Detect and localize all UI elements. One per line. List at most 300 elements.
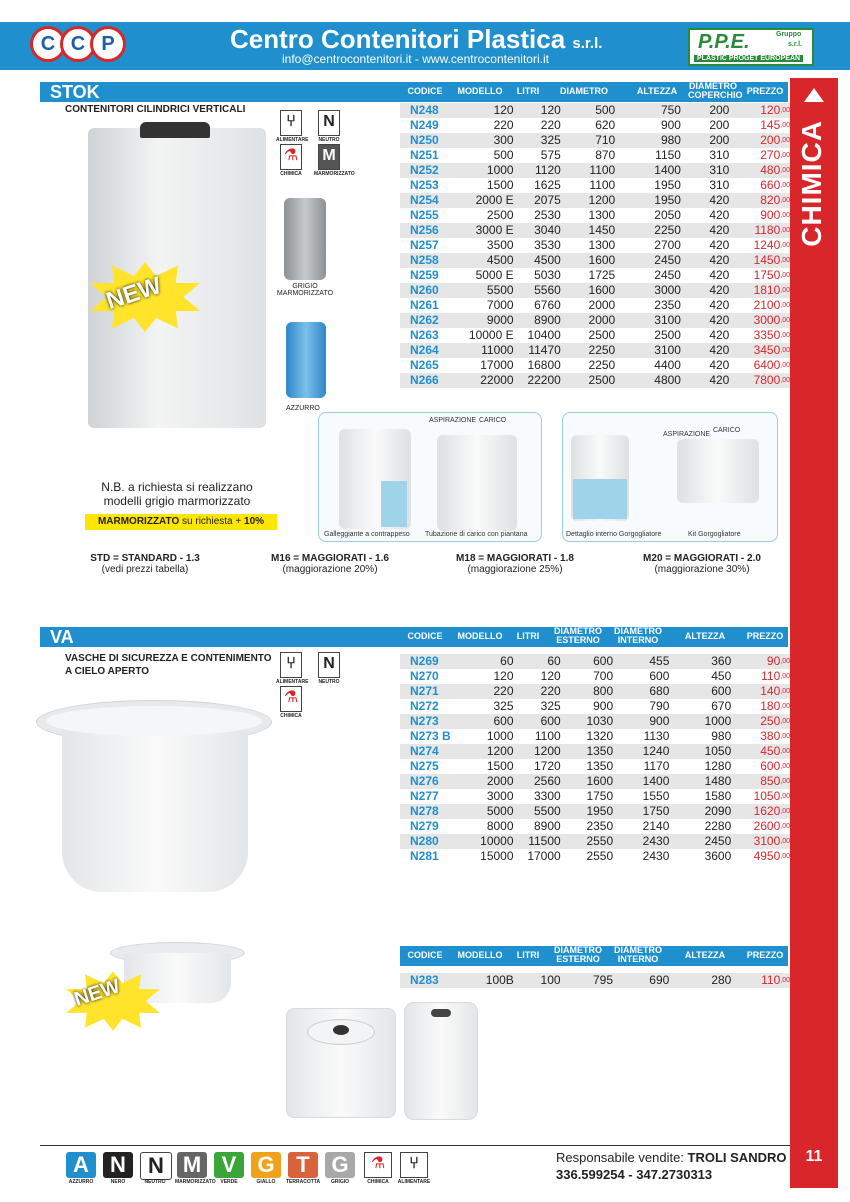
table-cell: 5000 E	[475, 268, 514, 282]
color-swatch: V	[214, 1152, 244, 1178]
table-cell: 2000 E	[466, 193, 513, 208]
table-cell: 2350	[654, 298, 681, 312]
price-cell: $6400^{,00}$	[753, 358, 790, 372]
table-cell: 1950	[615, 193, 681, 208]
table-row	[400, 358, 790, 373]
table-cell: 220	[514, 684, 561, 699]
table-cell: 2050	[654, 208, 681, 222]
sales-label: Responsabile vendite:	[556, 1150, 688, 1165]
chemical-icon: ⚗	[280, 144, 302, 170]
table-cell: 3530	[534, 238, 561, 252]
phone-numbers: 336.599254 - 347.2730313	[556, 1167, 713, 1182]
price-cents: ,00	[780, 107, 790, 114]
table-cell: 3000	[615, 283, 681, 298]
table-row	[400, 684, 790, 699]
basin-with-tank-image	[286, 1008, 396, 1118]
table-row	[400, 759, 790, 774]
grey-tank-image	[284, 198, 326, 280]
price-cell: $250^{,00}$	[731, 714, 790, 729]
price-cents: ,00	[780, 137, 790, 144]
product-code: N269	[400, 654, 466, 669]
price-cell: $3100^{,00}$	[731, 834, 790, 849]
table-row	[400, 133, 790, 148]
col-header: CODICE	[407, 86, 443, 96]
table-cell: 2250	[588, 358, 616, 372]
color-swatch-label: NERO	[110, 1179, 126, 1185]
col-header: MODELLO	[457, 86, 503, 96]
photo-label: ASPIRAZIONE	[663, 431, 711, 438]
table-cell: 1400	[615, 163, 681, 178]
alimentare-label: ALIMENTARE	[397, 1179, 431, 1185]
table-cell: 1100	[534, 729, 561, 743]
tank-lid	[140, 122, 210, 138]
table-row	[400, 268, 790, 283]
color-swatch-label: NEUTRO	[144, 1179, 166, 1185]
price-cents: ,00	[780, 808, 790, 815]
table-cell: 575	[540, 148, 561, 162]
product-code: N263	[410, 328, 439, 342]
table-cell: 100B	[467, 973, 514, 988]
col-header: ALTEZZA	[636, 86, 678, 96]
company-name: Centro Contenitori Plastica	[230, 24, 566, 54]
price-cents: ,00	[780, 673, 790, 680]
table-cell: 11500	[514, 834, 561, 849]
surcharge-percent: 10%	[244, 516, 265, 527]
table-row	[400, 973, 790, 988]
photo-label: ASPIRAZIONE	[429, 417, 477, 424]
table-cell: 600	[514, 714, 561, 729]
ccp-letter: C	[60, 26, 96, 62]
price-cell: $1810^{,00}$	[729, 283, 790, 298]
table-cell: 1300	[588, 238, 616, 252]
product-code: N265	[410, 358, 439, 372]
table-cell: 5000	[466, 804, 513, 819]
table-cell: 420	[681, 193, 729, 208]
table-cell: 1750	[613, 804, 669, 819]
table-cell: 1100	[561, 163, 615, 178]
product-code: N270	[410, 669, 439, 683]
table-cell: 1600	[561, 283, 615, 298]
company-suffix: s.r.l.	[572, 35, 603, 52]
ccp-letter: P	[90, 26, 126, 62]
chimica-label: CHIMICA	[367, 1179, 389, 1185]
table-cell: 2450	[654, 268, 681, 282]
va-basin-image	[36, 700, 272, 900]
table-row	[400, 834, 790, 849]
price-cents: ,00	[780, 212, 790, 219]
table-cell: 3000	[486, 789, 514, 803]
table-cell: 22200	[514, 373, 561, 388]
price-cell: $2100^{,00}$	[753, 298, 790, 312]
table-cell: 450	[711, 669, 732, 683]
table-row	[400, 669, 790, 684]
table-cell: 4500	[466, 253, 513, 268]
col-header: LITRI	[516, 86, 540, 96]
table-cell: 310	[709, 178, 730, 192]
ppe-sub: PLASTIC PROGET EUROPEAN	[694, 55, 803, 62]
price-cents: ,00	[780, 703, 790, 710]
table-cell: 11000	[466, 343, 513, 358]
product-code: N249	[410, 118, 439, 132]
ppe-group: Gruppo	[776, 31, 802, 38]
product-code: N257	[410, 238, 439, 252]
table-cell: 600	[669, 684, 731, 699]
color-swatch-label: VERDE	[220, 1179, 238, 1185]
price-cell: $1180^{,00}$	[729, 223, 790, 238]
col-header: DIAMETRO COPERCHIO	[688, 81, 743, 100]
table-cell: 7000	[486, 298, 514, 312]
price-cents: ,00	[780, 362, 790, 369]
table-cell: 8900	[533, 819, 561, 833]
flask-icon	[800, 84, 828, 106]
product-code: N254	[400, 193, 466, 208]
table-cell: 500	[561, 103, 615, 118]
page-number: 11	[805, 1148, 823, 1165]
price-cell: $3450^{,00}$	[729, 343, 790, 358]
table-cell: 1725	[588, 268, 616, 282]
grade-sub: (maggiorazione 25%)	[467, 564, 563, 575]
table-cell: 420	[709, 328, 730, 342]
table-cell: 420	[681, 313, 729, 328]
table-cell: 120	[493, 669, 514, 683]
table-cell: 1400	[613, 774, 669, 789]
table-cell: 220	[493, 118, 514, 132]
product-code: N253	[410, 178, 439, 192]
table-cell: 1000	[486, 729, 514, 743]
table-cell: 420	[709, 268, 730, 282]
col-header: ALTEZZA	[684, 631, 726, 641]
table-cell: 900	[613, 714, 669, 729]
ccp-letter: C	[30, 26, 66, 62]
table-cell: 1600	[561, 253, 615, 268]
grade-sub: (maggiorazione 20%)	[282, 564, 378, 575]
color-swatch: N	[140, 1152, 172, 1180]
price-cents: ,00	[780, 838, 790, 845]
table-cell: 1500	[486, 178, 514, 192]
surcharge-title: MARMORIZZATO	[97, 516, 180, 527]
price-cents: ,00	[780, 377, 790, 384]
product-code: N258	[400, 253, 466, 268]
table-row	[400, 238, 790, 253]
table-cell: 2500	[486, 208, 514, 222]
price-cents: ,00	[780, 152, 790, 159]
table-row	[400, 313, 790, 328]
color-swatch-label: GIALLO	[256, 1179, 276, 1185]
table-cell: 10400	[527, 328, 561, 342]
product-code: N250	[400, 133, 466, 148]
table-cell: 2000	[588, 298, 616, 312]
blue-tank-image	[286, 322, 326, 398]
price-cell: $3350^{,00}$	[753, 328, 790, 342]
marbled-icon: M	[318, 144, 340, 170]
table-cell: 1300	[588, 208, 616, 222]
table-cell: 3000 E	[466, 223, 513, 238]
table-cell: 3040	[514, 223, 561, 238]
col-header: DIAMETRO	[560, 86, 608, 96]
table-cell: 2700	[654, 238, 681, 252]
va-n283-table	[400, 973, 790, 988]
price-cents: ,00	[780, 167, 790, 174]
price-cents: ,00	[780, 763, 790, 770]
table-cell: 455	[613, 654, 669, 669]
table-cell: 4400	[654, 358, 681, 372]
table-cell: 1750	[586, 789, 614, 803]
grade-title: M20 = MAGGIORATI - 2.0	[643, 553, 761, 564]
stok-description: CONTENITORI CILINDRICI VERTICALI	[65, 104, 246, 115]
table-cell: 9000	[466, 313, 513, 328]
photo-float-loading	[318, 412, 542, 542]
contacts: info@centrocontenitori.it - www.centrocontenitori.it	[282, 52, 549, 66]
product-code: N248	[400, 103, 466, 118]
table-cell: 795	[561, 973, 613, 988]
price-cell: $850^{,00}$	[731, 774, 790, 789]
table-cell: 2280	[704, 819, 732, 833]
table-cell: 2000	[466, 774, 513, 789]
table-row	[400, 103, 790, 118]
table-cell: 300	[466, 133, 513, 148]
table-cell: 360	[669, 654, 731, 669]
table-row	[400, 118, 790, 133]
table-cell: 1200	[514, 744, 561, 759]
table-cell: 1130	[643, 729, 670, 743]
table-cell: 1000	[669, 714, 731, 729]
col-header: LITRI	[516, 950, 540, 960]
price-cents: ,00	[780, 853, 790, 860]
price-cell: $90^{,00}$	[731, 654, 790, 669]
price-cell: $3000^{,00}$	[729, 313, 790, 328]
col-header: PREZZO	[746, 86, 784, 96]
table-row	[400, 223, 790, 238]
alimentare-label: ALIMENTARE	[276, 137, 309, 143]
stok-table	[400, 103, 790, 388]
table-cell: 1580	[704, 789, 732, 803]
category-label: CHIMICA	[796, 120, 827, 247]
table-row	[400, 283, 790, 298]
table-cell: 200	[709, 118, 730, 132]
caption: Galleggiante a contrappeso	[324, 531, 410, 538]
table-cell: 980	[711, 729, 732, 743]
price-cents: ,00	[780, 242, 790, 249]
table-row	[400, 253, 790, 268]
neutral-icon: N	[318, 652, 340, 678]
table-cell: 1350	[561, 744, 613, 759]
table-cell: 2350	[586, 819, 614, 833]
table-cell: 1000	[466, 163, 513, 178]
product-code: N277	[410, 789, 439, 803]
ppe-logo-text: P.P.E.	[698, 31, 750, 53]
price-cents: ,00	[780, 332, 790, 339]
table-cell: 420	[709, 238, 730, 252]
table-cell: 5560	[514, 283, 561, 298]
price-cell: $380^{,00}$	[760, 729, 790, 743]
table-row	[400, 744, 790, 759]
table-cell: 60	[466, 654, 513, 669]
table-cell: 690	[613, 973, 669, 988]
grade-m20	[617, 553, 787, 575]
table-cell: 1050	[669, 744, 731, 759]
price-cents: ,00	[780, 257, 790, 264]
table-cell: 8900	[514, 313, 561, 328]
col-header: PREZZO	[746, 950, 784, 960]
table-cell: 325	[540, 699, 561, 713]
table-cell: 710	[561, 133, 615, 148]
price-cents: ,00	[780, 182, 790, 189]
price-cell: $200^{,00}$	[729, 133, 790, 148]
table-cell: 220	[466, 684, 513, 699]
price-cents: ,00	[780, 347, 790, 354]
table-row	[400, 714, 790, 729]
product-code: N281	[410, 849, 439, 863]
table-cell: 980	[615, 133, 681, 148]
nb-line-1: N.B. a richiesta si realizzano	[101, 480, 253, 494]
table-row	[400, 178, 790, 193]
table-row	[400, 774, 790, 789]
grade-sub: (vedi prezzi tabella)	[101, 564, 189, 575]
color-swatch-label: TERRACOTTA	[286, 1179, 321, 1185]
product-code: N273	[400, 714, 466, 729]
table-cell: 10000	[466, 834, 513, 849]
ppe-srl: s.r.l.	[788, 41, 803, 48]
table-cell: 2500	[654, 328, 681, 342]
product-code: N280	[400, 834, 466, 849]
table-cell: 1500	[486, 759, 514, 773]
price-cents: ,00	[780, 317, 790, 324]
price-cell: $2600^{,00}$	[753, 819, 790, 833]
table-cell: 3500	[486, 238, 514, 252]
table-cell: 4500	[514, 253, 561, 268]
table-cell: 420	[681, 373, 729, 388]
table-cell: 1350	[586, 759, 614, 773]
price-cell: $145^{,00}$	[760, 118, 790, 132]
table-row	[400, 373, 790, 388]
table-cell: 680	[613, 684, 669, 699]
table-row	[400, 193, 790, 208]
marmorizzato-surcharge	[85, 514, 277, 530]
product-code: N273 B	[410, 729, 451, 743]
price-cell: $4950^{,00}$	[753, 849, 790, 863]
table-cell: 3300	[533, 789, 561, 803]
table-row	[400, 849, 790, 864]
table-cell: 16800	[527, 358, 561, 372]
table-cell: 2250	[615, 223, 681, 238]
table-cell: 420	[681, 253, 729, 268]
product-code: N255	[410, 208, 439, 222]
table-cell: 420	[681, 283, 729, 298]
table-cell: 2560	[514, 774, 561, 789]
table-cell: 670	[711, 699, 732, 713]
table-cell: 1280	[704, 759, 732, 773]
table-cell: 200	[681, 133, 729, 148]
tall-tank-image	[404, 1002, 478, 1120]
table-cell: 1450	[561, 223, 615, 238]
col-header: DIAMETRO ESTERNO	[554, 626, 602, 645]
table-row	[400, 343, 790, 358]
grade-m18	[430, 553, 600, 575]
table-cell: 420	[709, 298, 730, 312]
col-header: ALTEZZA	[684, 950, 726, 960]
caption: Dettaglio interno Gorgogliatore	[566, 531, 662, 538]
product-code: N259	[410, 268, 439, 282]
chimica-label: CHIMICA	[280, 713, 302, 719]
price-cents: ,00	[780, 778, 790, 785]
table-cell: 2000	[561, 313, 615, 328]
photo-label: CARICO	[713, 427, 741, 434]
product-code: N274	[400, 744, 466, 759]
table-cell: 120	[540, 669, 561, 683]
table-cell: 1950	[654, 178, 681, 192]
table-cell: 5030	[534, 268, 561, 282]
table-row	[400, 699, 790, 714]
table-cell: 1030	[561, 714, 613, 729]
table-cell: 1550	[642, 789, 670, 803]
table-cell: 2450	[669, 834, 731, 849]
color-swatch: G	[251, 1152, 281, 1178]
table-cell: 2530	[534, 208, 561, 222]
table-row	[400, 819, 790, 834]
price-cents: ,00	[780, 302, 790, 309]
table-row	[400, 328, 790, 343]
table-cell: 1240	[613, 744, 669, 759]
marmorizzato-label: MARMORIZZATO	[314, 171, 355, 177]
table-cell: 900	[660, 118, 681, 132]
table-cell: 500	[493, 148, 514, 162]
price-cell: $820^{,00}$	[729, 193, 790, 208]
new-label: NEW	[103, 272, 165, 316]
price-cell: $450^{,00}$	[731, 744, 790, 759]
table-cell: 17000	[480, 358, 514, 372]
color-swatch: T	[288, 1152, 318, 1178]
surcharge-text: su richiesta +	[179, 516, 245, 527]
price-cents: ,00	[780, 688, 790, 695]
price-cents: ,00	[780, 197, 790, 204]
table-cell: 1320	[586, 729, 614, 743]
price-cents: ,00	[780, 977, 790, 984]
table-row	[400, 163, 790, 178]
price-cell: $1050^{,00}$	[753, 789, 790, 803]
table-cell: 6760	[534, 298, 561, 312]
table-cell: 800	[561, 684, 613, 699]
alimentare-label: ALIMENTARE	[276, 679, 309, 685]
price-cents: ,00	[780, 823, 790, 830]
product-code: N261	[410, 298, 439, 312]
table-cell: 1200	[466, 744, 513, 759]
price-cell: $660^{,00}$	[760, 178, 790, 192]
table-cell: 790	[649, 699, 670, 713]
product-code: N275	[410, 759, 439, 773]
table-cell: 870	[595, 148, 616, 162]
col-header: LITRI	[516, 631, 540, 641]
table-cell: 2250	[561, 343, 615, 358]
neutro-label: NEUTRO	[318, 679, 340, 685]
col-header: DIAMETRO INTERNO	[614, 626, 662, 645]
table-cell: 280	[669, 973, 731, 988]
table-row	[400, 148, 790, 163]
table-cell: 620	[595, 118, 616, 132]
table-cell: 600	[561, 654, 613, 669]
price-cell: $900^{,00}$	[760, 208, 790, 222]
table-cell: 310	[681, 163, 729, 178]
table-cell: 1480	[669, 774, 731, 789]
price-cell: $600^{,00}$	[760, 759, 790, 773]
price-cents: ,00	[780, 658, 790, 665]
color-swatch: M	[177, 1152, 207, 1178]
table-cell: 600	[649, 669, 670, 683]
table-cell: 120	[514, 103, 561, 118]
table-cell: 3100	[615, 343, 681, 358]
grade-std	[60, 553, 230, 575]
color-swatch: G	[325, 1152, 355, 1178]
table-cell: 1150	[655, 148, 681, 162]
